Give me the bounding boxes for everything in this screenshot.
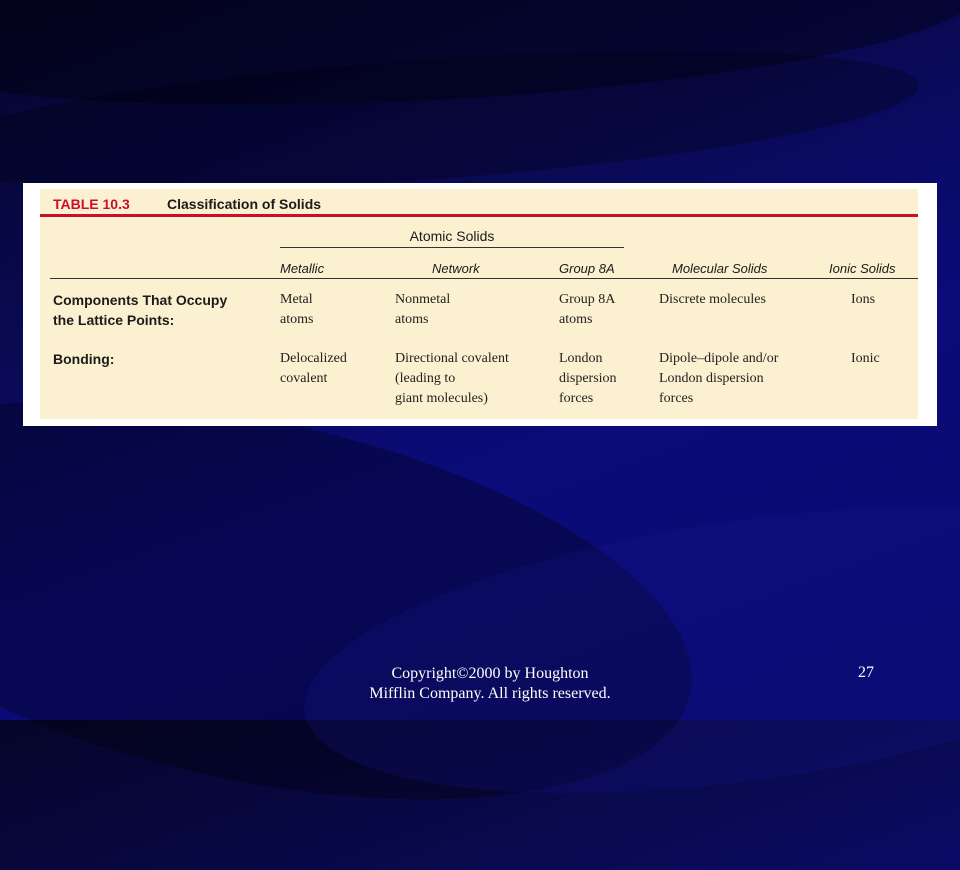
column-header-molecular: Molecular Solids <box>672 261 768 276</box>
table-number: TABLE 10.3 <box>53 196 130 212</box>
table-title: Classification of Solids <box>167 196 322 212</box>
group-divider <box>280 247 624 248</box>
cell-network-components: Nonmetal atoms <box>395 292 451 327</box>
column-header-network: Network <box>432 261 480 276</box>
column-header-metallic: Metallic <box>280 261 325 276</box>
row-label-bonding: Bonding: <box>53 351 115 367</box>
column-header-ionic: Ionic Solids <box>829 261 896 276</box>
cell-metallic-bonding: Delocalized covalent <box>280 351 347 386</box>
background-swoosh <box>286 459 960 842</box>
cell-group8a-bonding: London dispersion forces <box>559 351 617 406</box>
table-image-frame <box>23 183 937 426</box>
title-divider <box>40 214 918 217</box>
cell-molecular-components: Discrete molecules <box>659 292 766 307</box>
column-header-group8a: Group 8A <box>559 261 615 276</box>
classification-table <box>40 189 918 419</box>
cell-ionic-bonding: Ionic <box>851 351 880 366</box>
header-divider <box>50 278 918 279</box>
cell-group8a-components: Group 8A atoms <box>559 292 616 327</box>
row-label-components: Components That Occupy the Lattice Points: <box>53 292 228 328</box>
copyright-footer: Copyright©2000 by Houghton Mifflin Company. All rights reserved. <box>369 665 611 702</box>
group-header-atomic-solids: Atomic Solids <box>409 228 495 244</box>
cell-molecular-bonding: Dipole–dipole and/or London dispersion forces <box>659 351 779 406</box>
cell-network-bonding: Directional covalent (leading to giant molecules) <box>395 351 509 406</box>
background-swoosh <box>0 0 960 129</box>
cell-metallic-components: Metal atoms <box>280 292 314 327</box>
page-number: 27 <box>858 664 874 681</box>
cell-ionic-components: Ions <box>851 292 876 307</box>
